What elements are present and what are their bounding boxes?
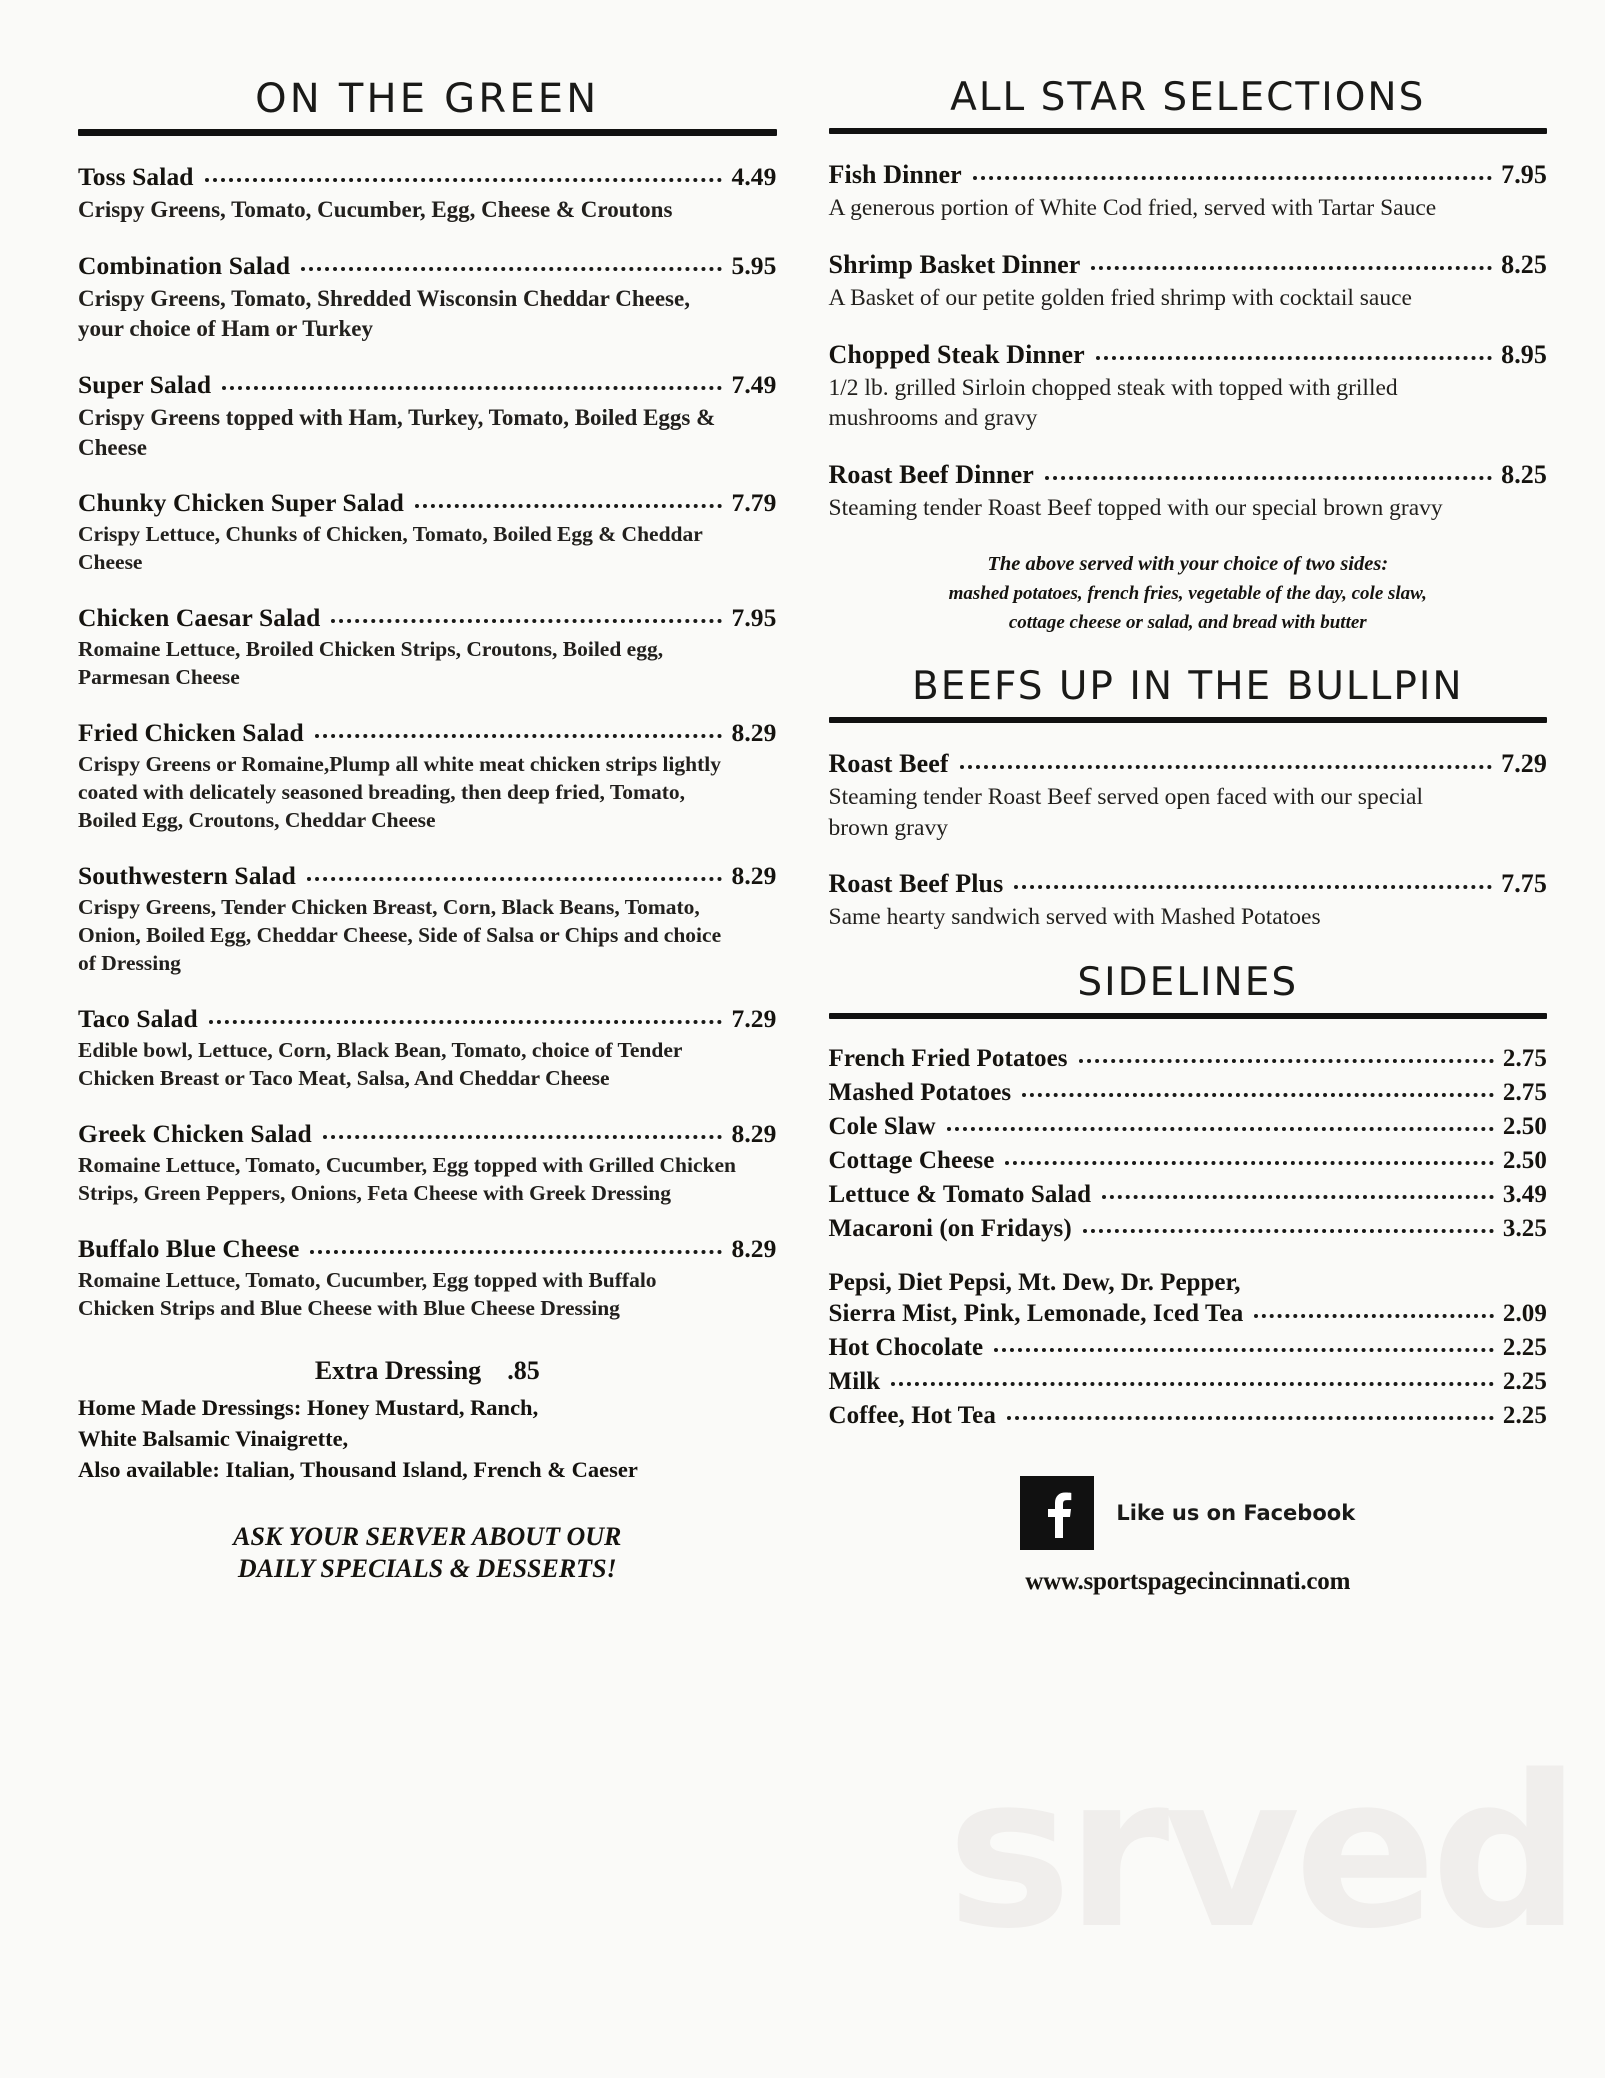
menu-item-price: 2.75 xyxy=(1502,1045,1547,1073)
menu-item-price: 7.49 xyxy=(731,369,777,399)
menu-item-description: Steaming tender Roast Beef topped with our special brown gravy xyxy=(828,495,1443,522)
leader-dots xyxy=(1102,1195,1494,1199)
beverage-combo-name: Sierra Mist, Pink, Lemonade, Iced Tea xyxy=(828,1300,1244,1328)
menu-item-line xyxy=(829,749,1547,779)
right-column xyxy=(828,75,1547,2058)
also-available-line xyxy=(78,1455,777,1486)
menu-item xyxy=(829,160,1547,224)
menu-item xyxy=(829,1402,1547,1430)
sides-note-line-2: mashed potatoes, french fries, vegetable of the day, cole slaw, xyxy=(948,582,1427,604)
menu-item-line xyxy=(78,488,777,518)
also-available-value: Italian, Thousand Island, French & Caeser xyxy=(219,1456,638,1482)
menu-item-price: 3.49 xyxy=(1502,1181,1547,1209)
menu-item xyxy=(78,162,777,225)
leader-dots xyxy=(1007,1416,1494,1420)
menu-item xyxy=(829,340,1547,435)
menu-item xyxy=(829,1368,1547,1396)
menu-item-line xyxy=(78,718,777,748)
home-made-dressings-line2: White Balsamic Vinaigrette, xyxy=(78,1426,349,1452)
section-divider xyxy=(78,129,777,136)
menu-item-description: Crispy Greens, Tomato, Cucumber, Egg, Cheese & Croutons xyxy=(78,197,673,222)
menu-item-name: Fish Dinner xyxy=(828,159,962,189)
leader-dots xyxy=(222,386,722,390)
menu-item-price: 7.95 xyxy=(1501,159,1547,189)
menu-item-price: 7.29 xyxy=(731,1003,777,1033)
section-title-on-the-green: ON THE GREEN xyxy=(255,76,600,122)
menu-item xyxy=(829,460,1547,524)
menu-item-name: Southwestern Salad xyxy=(78,861,296,891)
menu-item-description: Crispy Greens, Tender Chicken Breast, Corn, Black Beans, Tomato, Onion, Boiled Egg, Cheddar Cheese, Side of Salsa or Chips and choice of Dressing xyxy=(78,895,722,975)
sides-note xyxy=(829,550,1547,637)
menu-item-description: Romaine Lettuce, Tomato, Cucumber, Egg topped with Grilled Chicken Strips, Green Peppers, Onions, Feta Cheese with Greek Dressing xyxy=(78,1152,736,1205)
menu-item-name: Roast Beef xyxy=(828,748,949,778)
left-column xyxy=(78,78,777,2058)
menu-item-price: 7.29 xyxy=(1501,748,1547,778)
ask-line-2: DAILY SPECIALS & DESSERTS! xyxy=(237,1553,617,1583)
menu-item-price: 2.50 xyxy=(1502,1113,1547,1141)
menu-item-line xyxy=(829,1368,1547,1396)
bullpen-item-list xyxy=(829,749,1547,933)
menu-item xyxy=(829,1334,1547,1362)
leader-dots xyxy=(1254,1314,1494,1318)
menu-item-line xyxy=(829,1079,1547,1107)
menu-item-name: Roast Beef Plus xyxy=(828,869,1004,899)
section-divider xyxy=(829,1013,1547,1019)
menu-item-line xyxy=(829,1402,1547,1430)
menu-item-name: Chopped Steak Dinner xyxy=(828,339,1085,369)
menu-item-line xyxy=(829,340,1547,370)
leader-dots xyxy=(960,765,1492,769)
menu-item-name: Roast Beef Dinner xyxy=(828,460,1034,490)
menu-item-price: 8.25 xyxy=(1501,249,1547,279)
menu-item-price: 8.29 xyxy=(731,1233,777,1263)
menu-item xyxy=(829,1079,1547,1107)
extra-dressing-label: Extra Dressing xyxy=(314,1356,482,1386)
menu-item-description: 1/2 lb. grilled Sirloin chopped steak with topped with grilled mushrooms and gravy xyxy=(828,374,1398,432)
menu-item-price: 2.75 xyxy=(1502,1079,1547,1107)
menu-item-name: Toss Salad xyxy=(78,162,194,191)
menu-item-line xyxy=(78,1004,777,1034)
menu-item-name: Mashed Potatoes xyxy=(828,1079,1012,1107)
on-the-green-item-list xyxy=(78,162,777,1322)
leader-dots xyxy=(973,176,1492,180)
extra-dressing-price: .85 xyxy=(507,1356,540,1386)
leader-dots xyxy=(209,1020,723,1024)
leader-dots xyxy=(301,267,722,271)
leader-dots xyxy=(891,1382,1494,1386)
home-made-dressings-value: Honey Mustard, Ranch, xyxy=(301,1395,539,1421)
beverage-combo-row xyxy=(829,1300,1547,1328)
menu-item-price: 7.95 xyxy=(731,603,777,633)
menu-item-name: Greek Chicken Salad xyxy=(78,1118,312,1148)
leader-dots xyxy=(947,1127,1494,1131)
menu-item-line xyxy=(829,460,1547,490)
menu-item-name: Super Salad xyxy=(78,369,212,399)
menu-item-price: 8.25 xyxy=(1501,460,1547,490)
menu-item-line xyxy=(829,1181,1547,1209)
menu-item-name: Cole Slaw xyxy=(828,1113,936,1141)
facebook-row[interactable] xyxy=(829,1476,1547,1550)
menu-item xyxy=(78,603,777,692)
menu-item-name: Fried Chicken Salad xyxy=(78,718,304,748)
beverages-block xyxy=(829,1269,1547,1430)
extra-dressing-row xyxy=(78,1356,777,1386)
menu-item xyxy=(78,1119,777,1208)
leader-dots xyxy=(307,877,723,881)
daily-specials-callout xyxy=(78,1521,777,1584)
menu-item-price: 2.25 xyxy=(1502,1402,1547,1430)
section-divider xyxy=(829,717,1547,723)
menu-item-name: Cottage Cheese xyxy=(828,1147,995,1175)
menu-item xyxy=(829,869,1547,933)
menu-item-name: Chicken Caesar Salad xyxy=(78,603,321,633)
all-star-item-list xyxy=(829,160,1547,524)
menu-item-description: A Basket of our petite golden fried shrimp with cocktail sauce xyxy=(828,284,1412,311)
menu-item xyxy=(78,251,777,344)
menu-item-name: Chunky Chicken Super Salad xyxy=(78,488,404,518)
menu-item xyxy=(78,488,777,577)
leader-dots xyxy=(415,504,723,508)
menu-item-name: Macaroni (on Fridays) xyxy=(828,1215,1072,1243)
section-title-beefs-up-in-the-bullpin: BEEFS UP IN THE BULLPIN xyxy=(911,663,1464,709)
menu-item-price: 2.50 xyxy=(1502,1147,1547,1175)
menu-item-name: Shrimp Basket Dinner xyxy=(828,249,1081,279)
leader-dots xyxy=(323,1135,723,1139)
menu-item xyxy=(829,749,1547,844)
leader-dots xyxy=(1022,1093,1494,1097)
menu-item xyxy=(829,1113,1547,1141)
section-title-all-star-selections: ALL STAR SELECTIONS xyxy=(950,75,1426,120)
menu-item-price: 7.75 xyxy=(1501,869,1547,899)
menu-item-price: 8.29 xyxy=(731,1118,777,1148)
sides-note-line-3: cottage cheese or salad, and bread with butter xyxy=(1008,611,1367,633)
menu-item-price: 7.79 xyxy=(731,488,777,518)
leader-dots xyxy=(994,1348,1494,1352)
menu-item xyxy=(829,1181,1547,1209)
menu-item-name: French Fried Potatoes xyxy=(828,1045,1068,1073)
menu-item-line xyxy=(78,861,777,891)
menu-item-line xyxy=(829,1334,1547,1362)
leader-dots xyxy=(1091,266,1492,270)
menu-item-name: Buffalo Blue Cheese xyxy=(78,1233,300,1263)
leader-dots xyxy=(310,1250,722,1254)
menu-item-description: Edible bowl, Lettuce, Corn, Black Bean, Tomato, choice of Tender Chicken Breast or Taco Meat, Salsa, And Cheddar Cheese xyxy=(78,1037,683,1090)
leader-dots xyxy=(315,734,723,738)
leader-dots xyxy=(1014,885,1492,889)
menu-item-line xyxy=(78,251,777,281)
menu-item-name: Taco Salad xyxy=(78,1003,198,1033)
menu-item xyxy=(78,1234,777,1323)
section-divider xyxy=(829,128,1547,134)
menu-item-line xyxy=(78,603,777,633)
beverage-combo-price: 2.09 xyxy=(1502,1300,1547,1328)
menu-item-line xyxy=(829,250,1547,280)
leader-dots xyxy=(1045,476,1492,480)
menu-item-line xyxy=(78,162,777,192)
menu-item-line xyxy=(829,1215,1547,1243)
menu-item-description: Crispy Greens topped with Ham, Turkey, Tomato, Boiled Eggs & Cheese xyxy=(78,404,716,460)
sides-note-line-1: The above served with your choice of two sides: xyxy=(987,552,1389,575)
home-made-dressings-line xyxy=(78,1393,777,1424)
beverage-line-1: Pepsi, Diet Pepsi, Mt. Dew, Dr. Pepper, xyxy=(828,1269,1241,1297)
menu-item-line xyxy=(78,1234,777,1264)
menu-item-description: Crispy Greens, Tomato, Shredded Wisconsin Cheddar Cheese, your choice of Ham or Turkey xyxy=(78,285,690,341)
menu-item-price: 8.29 xyxy=(731,861,777,891)
menu-item xyxy=(829,250,1547,314)
menu-item-name: Milk xyxy=(828,1368,881,1396)
menu-item xyxy=(829,1045,1547,1073)
menu-item-line xyxy=(829,1045,1547,1073)
menu-item-description: Crispy Lettuce, Chunks of Chicken, Tomato, Boiled Egg & Cheddar Cheese xyxy=(78,522,703,575)
leader-dots xyxy=(331,619,722,623)
home-made-dressings-label: Home Made Dressings: xyxy=(78,1395,302,1421)
menu-item-description: Romaine Lettuce, Tomato, Cucumber, Egg topped with Buffalo Chicken Strips and Blue Cheese with Blue Cheese Dressing xyxy=(78,1267,657,1320)
menu-item-price: 2.25 xyxy=(1502,1334,1547,1362)
menu-item-name: Coffee, Hot Tea xyxy=(828,1402,996,1430)
menu-item-price: 4.49 xyxy=(731,162,777,191)
menu-item-name: Lettuce & Tomato Salad xyxy=(828,1181,1092,1209)
menu-item-line xyxy=(829,160,1547,190)
menu-item-description: Romaine Lettuce, Broiled Chicken Strips, Croutons, Boiled egg, Parmesan Cheese xyxy=(78,637,664,690)
leader-dots xyxy=(1096,356,1492,360)
menu-item xyxy=(829,1215,1547,1243)
menu-item-line xyxy=(829,1147,1547,1175)
sidelines-item-list xyxy=(829,1045,1547,1243)
leader-dots xyxy=(1083,1229,1494,1233)
menu-item-price: 3.25 xyxy=(1502,1215,1547,1243)
menu-item-line xyxy=(78,370,777,400)
menu-item-description: Same hearty sandwich served with Mashed Potatoes xyxy=(828,904,1321,931)
facebook-icon[interactable] xyxy=(1020,1476,1094,1550)
menu-item-line xyxy=(829,1113,1547,1141)
menu-item xyxy=(829,1147,1547,1175)
website-text: www.sportspagecincinnati.com xyxy=(1025,1568,1351,1596)
leader-dots xyxy=(205,178,723,182)
menu-item xyxy=(78,718,777,835)
section-title-sidelines: SIDELINES xyxy=(1077,960,1299,1006)
menu-item-description: Crispy Greens or Romaine,Plump all white meat chicken strips lightly coated with delicately seasoned breading, then deep fried, Tomato, Boiled Egg, Croutons, Cheddar Cheese xyxy=(78,752,721,833)
menu-item-description: A generous portion of White Cod fried, served with Tartar Sauce xyxy=(828,194,1437,221)
menu-item xyxy=(78,1004,777,1093)
facebook-label: Like us on Facebook xyxy=(1116,1501,1356,1526)
watermark-text: srved xyxy=(946,1730,1575,1975)
menu-item-name: Hot Chocolate xyxy=(828,1334,984,1362)
leader-dots xyxy=(1079,1059,1494,1063)
menu-item xyxy=(78,370,777,463)
menu-item-description: Steaming tender Roast Beef served open faced with our special brown gravy xyxy=(828,783,1423,841)
beverage-item-list xyxy=(829,1334,1547,1430)
menu-item xyxy=(78,861,777,978)
menu-item-price: 8.29 xyxy=(731,718,777,748)
also-available-label: Also available: xyxy=(78,1456,220,1482)
menu-item-line xyxy=(78,1119,777,1149)
menu-item-line xyxy=(829,869,1547,899)
menu-item-name: Combination Salad xyxy=(78,250,291,280)
menu-item-price: 5.95 xyxy=(731,250,777,280)
leader-dots xyxy=(1005,1161,1493,1165)
menu-item-price: 8.95 xyxy=(1501,339,1547,369)
ask-line-1: ASK YOUR SERVER ABOUT OUR xyxy=(233,1522,622,1552)
menu-item-price: 2.25 xyxy=(1502,1368,1547,1396)
